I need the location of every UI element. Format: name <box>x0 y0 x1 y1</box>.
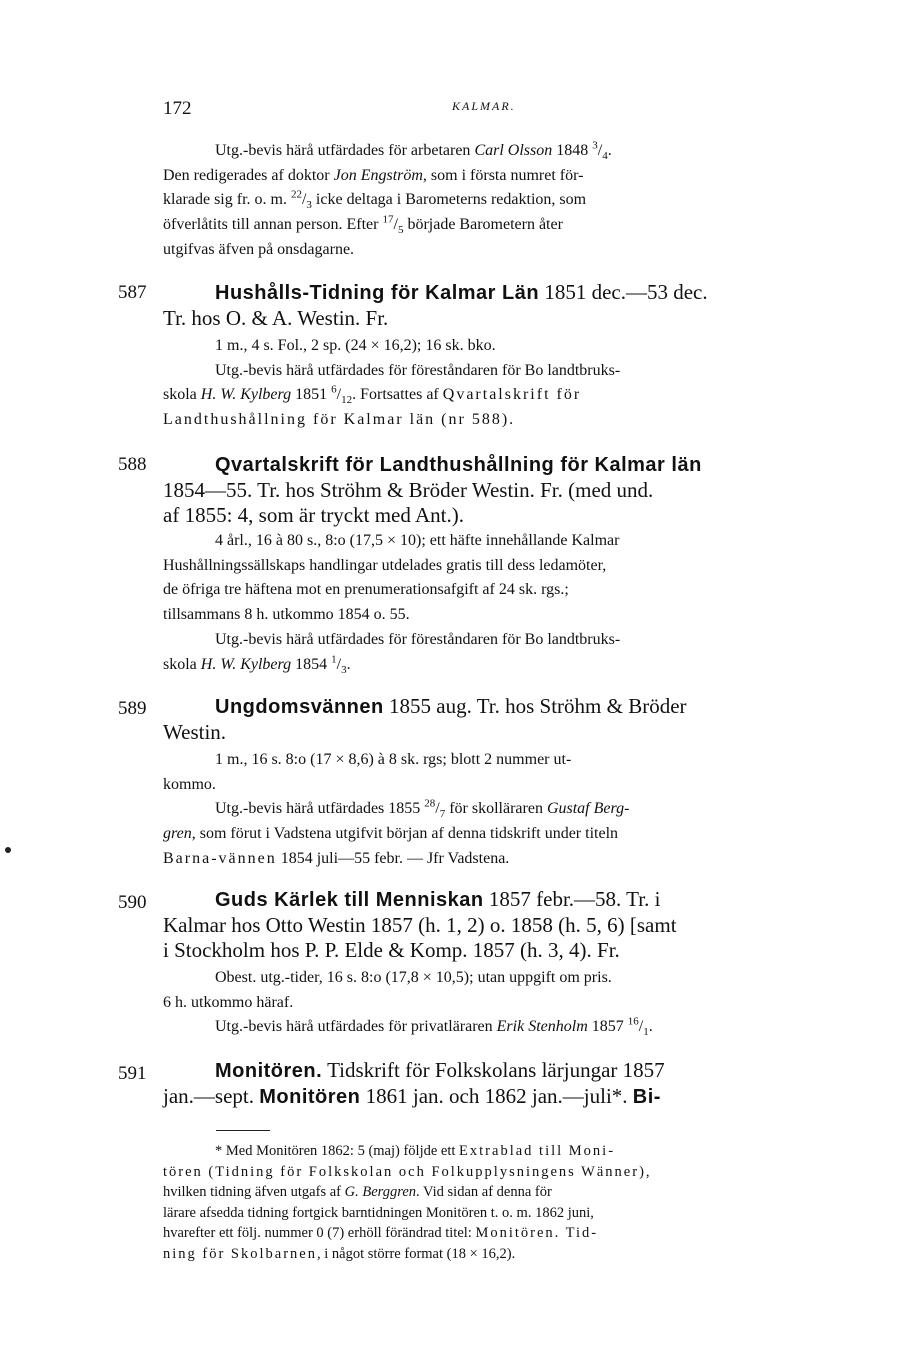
entry-title: Hushålls-Tidning för Kalmar Län <box>215 282 540 304</box>
body-line: skola H. W. Kylberg 1851 $^6/_{12}$. Fortsattes af Qvartalskrift för <box>163 384 582 407</box>
body-line: Barna-vännen 1854 juli—55 febr. — Jfr Vadstena. <box>163 849 510 867</box>
intro-line: klarade sig fr. o. m. $^{22}/_3$ icke deltaga i Barometerns redaktion, som <box>163 189 587 212</box>
entry-title: Monitören. <box>215 1060 323 1082</box>
body-line: de öfriga tre häftena mot en prenumerationsafgift af 24 sk. rgs.; <box>163 581 569 599</box>
body-line: skola H. W. Kylberg 1854 $^1/_3$. <box>163 653 351 676</box>
body-line: Utg.-bevis härå utfärdades 1855 $^{28}/_7$ för skolläraren Gustaf Berg- <box>215 798 630 821</box>
entry-heading: Qvartalskrift för Landthushållning för Kalmar län 1854—55. Tr. hos Ströhm & Bröder Westin. Fr. (med und. af 1855: 4, som är tryckt med Ant.). <box>163 454 702 527</box>
body-line: Hushållningssällskaps handlingar utdelades gratis till dess ledamöter, <box>163 556 607 574</box>
intro-line: utgifvas äfven på onsdagarne. <box>163 240 355 258</box>
intro-line: Utg.-bevis härå utfärdades för arbetaren Carl Olsson 1848 $^3/_4$. <box>215 139 612 163</box>
entry-number: 588 <box>118 454 147 475</box>
footnote <box>163 1141 826 1264</box>
body-line: 6 h. utkommo häraf. <box>163 993 294 1011</box>
body-line: kommo. <box>163 775 216 793</box>
entry-body <box>163 334 826 433</box>
entry-heading: Monitören. Tidskrift för Folkskolans lärjungar 1857 jan.—sept. Monitören 1861 jan. och 1862 jan.—juli*. Bi- <box>163 1058 665 1108</box>
intro-line: Den redigerades af doktor Jon Engström, som i första numret för- <box>163 166 584 184</box>
entry-body <box>163 529 826 677</box>
entry-title: Qvartalskrift för Landthushållning för Kalmar län <box>215 454 702 476</box>
footnote-rule <box>216 1130 270 1131</box>
footnote-line: tören (Tidning för Folkskolan och Folkupplysningens Wänner), <box>163 1163 652 1180</box>
entry-number: 591 <box>118 1063 147 1084</box>
footnote-line: hvarefter ett följ. nummer 0 (7) erhöll förändrad titel: Monitören. Tid- <box>163 1225 599 1241</box>
body-line: 1 m., 4 s. Fol., 2 sp. (24 × 16,2); 16 sk. bko. <box>215 337 496 354</box>
body-line: Utg.-bevis härå utfärdades för privatläraren Erik Stenholm 1857 $^{16}/_1$. <box>215 1016 653 1039</box>
body-line: gren, som förut i Vadstena utgifvit början af denna tidskrift under titeln <box>163 825 619 843</box>
body-line: tillsammans 8 h. utkommo 1854 o. 55. <box>163 606 410 624</box>
entry-number: 590 <box>118 892 147 913</box>
entry-heading: Hushålls-Tidning för Kalmar Län 1851 dec.—53 dec. Tr. hos O. & A. Westin. Fr. <box>163 280 708 330</box>
body-line: 1 m., 16 s. 8:o (17 × 8,6) à 8 sk. rgs; blott 2 nummer ut- <box>215 751 572 768</box>
body-line: Utg.-bevis härå utfärdades för föreståndaren för Bo landtbruks- <box>215 630 621 648</box>
entry-number: 589 <box>118 698 147 719</box>
intro-paragraph <box>163 139 826 263</box>
body-line: 4 årl., 16 à 80 s., 8:o (17,5 × 10); ett häfte innehållande Kalmar <box>215 532 620 549</box>
entry-title: Ungdomsvännen <box>215 696 384 718</box>
margin-mark <box>5 847 11 853</box>
body-line: Landthushållning för Kalmar län (nr 588). <box>163 411 516 429</box>
running-title: KALMAR. <box>452 99 516 113</box>
footnote-line: ning för Skolbarnen, i något större format (18 × 16,2). <box>163 1245 516 1262</box>
entry-number: 587 <box>118 282 147 303</box>
page-number: 172 <box>163 98 192 119</box>
body-line: Obest. utg.-tider, 16 s. 8:o (17,8 × 10,5); utan uppgift om pris. <box>215 969 612 986</box>
entry-title: Guds Kärlek till Menniskan <box>215 889 484 911</box>
entry-body <box>163 966 826 1040</box>
footnote-line: lärare afsedda tidning fortgick barntidningen Monitören t. o. m. 1862 juni, <box>163 1204 594 1221</box>
intro-line: öfverlåtits till annan person. Efter $^{17}/_5$ började Barometern åter <box>163 213 563 237</box>
entry-body <box>163 748 826 872</box>
entry-heading: Guds Kärlek till Menniskan 1857 febr.—58. Tr. i Kalmar hos Otto Westin 1857 (h. 1, 2) o. 1858 (h. 5, 6) [samt i Stockholm hos P. P. Elde & Komp. 1857 (h. 3, 4). Fr. <box>163 887 677 962</box>
footnote-line: hvilken tidning äfven utgafs af G. Berggren. Vid sidan af denna för <box>163 1184 552 1200</box>
entry-heading: Ungdomsvännen 1855 aug. Tr. hos Ströhm & Bröder Westin. <box>163 694 687 744</box>
body-line: Utg.-bevis härå utfärdades för föreståndaren för Bo landtbruks- <box>215 361 621 379</box>
footnote-line: * Med Monitören 1862: 5 (maj) följde ett Extrablad till Moni- <box>215 1143 616 1159</box>
